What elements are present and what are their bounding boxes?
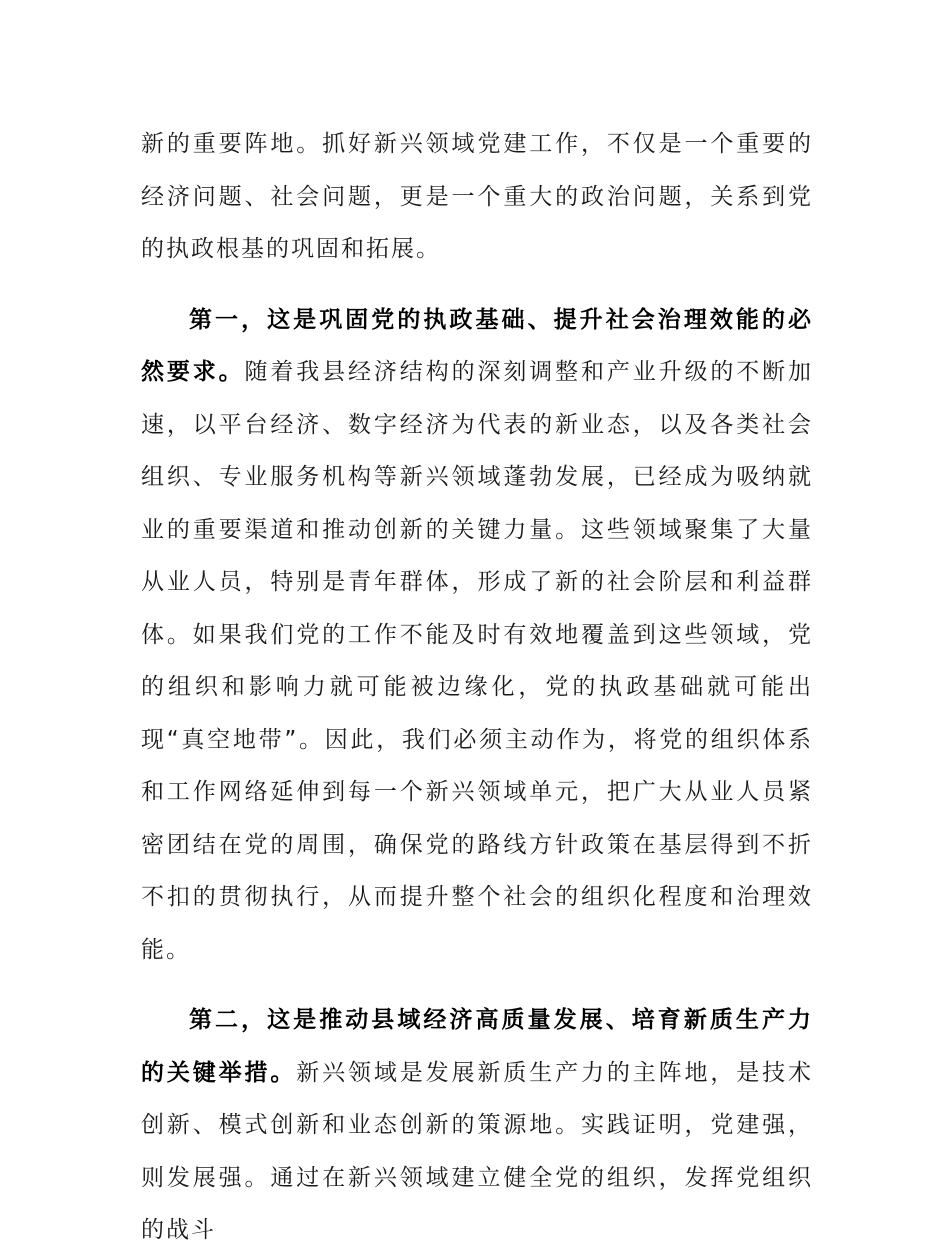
paragraph-text: 随着我县经济结构的深刻调整和产业升级的不断加速，以平台经济、数字经济为代表的新业态，以及各类社会组织、专业服务机构等新兴领域蓬勃发展，已经成为吸纳就业的重要渠道和推动创新的关键力量。这些领域聚集了大量从业人员，特别是青年群体，形成了新的社会阶层和利益群体。如果我们党的工作不能及时有效地覆盖到这些领域，党的组织和影响力就可能被边缘化，党的执政基础就可能出现“真空地带”。因此，我们必须主动作为，将党的组织体系和工作网络延伸到每一个新兴领域单元，把广大从业人员紧密团结在党的周围，确保党的路线方针政策在基层得到不折不扣的贯彻执行，从而提升整个社会的组织化程度和治理效能。 bbox=[141, 359, 814, 963]
paragraph-second-point bbox=[141, 994, 813, 1257]
paragraph-lead-heading: 第二，这是推动县域经济高质量发展、培育新质生产力的关键举措。 bbox=[141, 1007, 813, 1086]
paragraph-text: 新的重要阵地。抓好新兴领域党建工作，不仅是一个重要的经济问题、社会问题，更是一个重大的政治问题，关系到党的执政根基的巩固和拓展。 bbox=[141, 131, 813, 262]
paragraph-lead-heading: 第一，这是巩固党的执政基础、提升社会治理效能的必然要求。 bbox=[141, 306, 813, 385]
paragraph-spacer bbox=[141, 276, 813, 294]
paragraph-text: 新兴领域是发展新质生产力的主阵地，是技术创新、模式创新和业态创新的策源地。实践证明，党建强，则发展强。通过在新兴领域建立健全党的组织，发挥党组织的战斗 bbox=[141, 1059, 814, 1243]
document-body bbox=[141, 118, 813, 1257]
paragraph-continuation bbox=[141, 118, 813, 276]
paragraph-spacer bbox=[141, 976, 813, 994]
paragraph-first-point bbox=[141, 294, 813, 977]
